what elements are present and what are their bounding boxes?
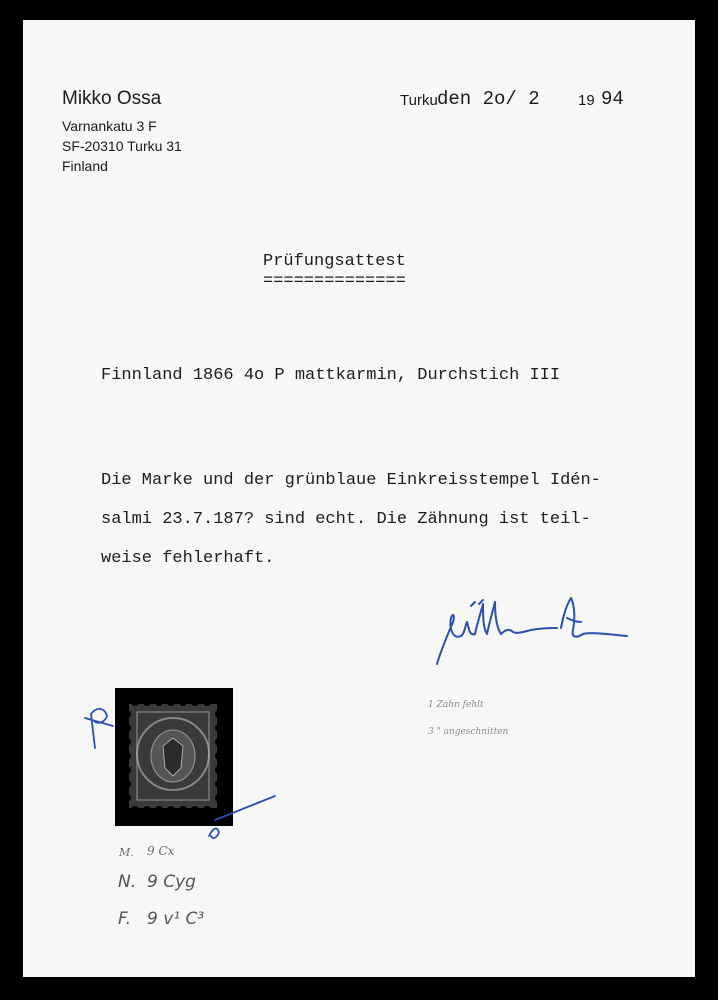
- stamp-description: Finnland 1866 4o P mattkarmin, Durchstich III: [101, 366, 561, 385]
- sender-name: Mikko Ossa: [62, 88, 162, 109]
- date-century: 19: [578, 92, 595, 109]
- body-line-3: weise fehlerhaft.: [101, 549, 275, 568]
- catalog-ref-n-value: 9 Cyg: [147, 872, 196, 892]
- title-underline: ==============: [263, 272, 406, 291]
- catalog-ref-f-value: 9 v¹ C³: [147, 909, 205, 929]
- sender-postal: SF-20310 Turku 31: [62, 138, 182, 154]
- catalog-ref-n-label: N.: [118, 872, 137, 892]
- pencil-note-2: 3 " angeschnitten: [428, 727, 509, 737]
- pencil-note-1: 1 Zahn fehlt: [428, 700, 484, 710]
- certificate-sheet: [23, 20, 695, 977]
- catalog-ref-f-label: F.: [118, 909, 131, 929]
- certificate-title: Prüfungsattest: [263, 252, 406, 271]
- date-day-month: den 2o/ 2: [437, 88, 540, 110]
- signature-icon: [431, 588, 631, 668]
- catalog-ref-m-label: M.: [119, 846, 134, 859]
- date-city: Turku: [400, 92, 438, 109]
- catalog-ref-m-value: 9 Cx: [147, 844, 175, 858]
- sender-street: Varnankatu 3 F: [62, 118, 157, 134]
- body-line-1: Die Marke und der grünblaue Einkreisstempel Idén-: [101, 471, 601, 490]
- date-year: 94: [601, 88, 624, 110]
- body-line-2: salmi 23.7.187? sind echt. Die Zähnung ist teil-: [101, 510, 591, 529]
- sender-country: Finland: [62, 158, 108, 174]
- pencil-marks-icon: [83, 696, 283, 846]
